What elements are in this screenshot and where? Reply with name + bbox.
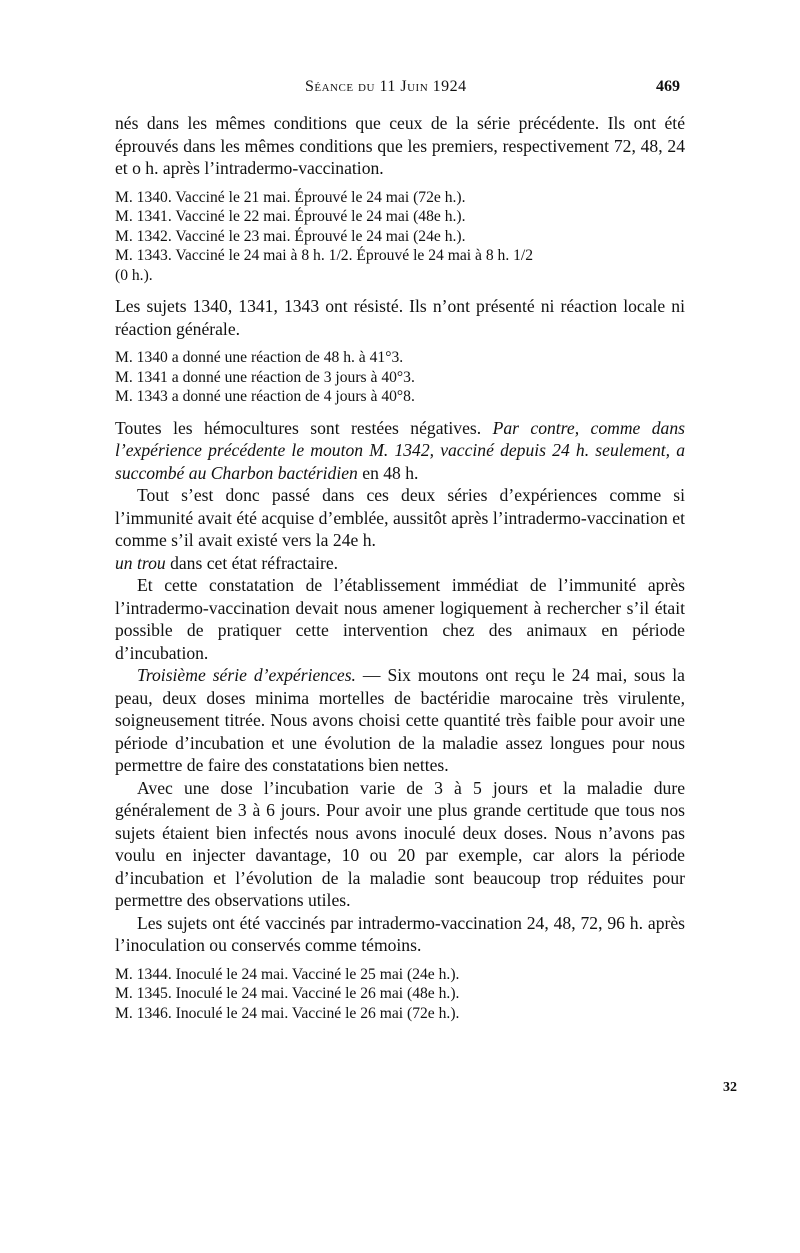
hemoculture-paragraph bbox=[115, 417, 685, 485]
page-header bbox=[115, 70, 685, 102]
list-item: M. 1340. Vacciné le 21 mai. Éprouvé le 24 mai (72e h.). bbox=[115, 188, 466, 206]
immunity-paragraph bbox=[115, 484, 685, 574]
text-run: dans cet état réfractaire. bbox=[165, 552, 339, 573]
list-item: M. 1341 a donné une réaction de 3 jours à 40°3. bbox=[115, 368, 415, 386]
intro-paragraph: nés dans les mêmes conditions que ceux de la série précédente. Ils ont été éprouvés dans les mêmes conditions que les premiers, respectivement 72, 48, 24 et o h. après l’intradermo-vaccination. bbox=[115, 113, 685, 178]
italic-heading-run: Troisième série d’expériences. bbox=[137, 665, 356, 685]
text-run: — Six moutons ont reçu le 24 mai, sous la peau, deux doses minima mortelles de bactéridie marocaine très virulente, soigneusement titrée. Nous avons choisi cette quantité très faible pour avoir une période d’incubation et une évolution de la maladie assez longues pour nous permettre de faire des constatations bien nettes. bbox=[115, 665, 685, 775]
list-item: (0 h.). bbox=[115, 266, 153, 284]
list-item: M. 1344. Inoculé le 24 mai. Vacciné le 25 mai (24e h.). bbox=[115, 965, 460, 983]
document-page bbox=[115, 70, 685, 1033]
list-item: M. 1343. Vacciné le 24 mai à 8 h. 1/2. Éprouvé le 24 mai à 8 h. 1/2 bbox=[115, 247, 534, 264]
running-title: Séance du 11 Juin 1924 bbox=[305, 78, 467, 95]
result-paragraph: Les sujets 1340, 1341, 1343 ont résisté. Ils n’ont présenté ni réaction locale ni réaction générale. bbox=[115, 296, 685, 339]
text-run: Toutes les hémocultures sont restées négatives. bbox=[115, 417, 493, 438]
text-run: en 48 h. bbox=[357, 462, 419, 483]
text-run: Tout s’est donc passé dans ces deux séries d’expériences comme si l’immunité avait été acquise d’emblée, aussitôt après l’intradermo-vaccination et comme s’il avait existé vers la 24e h. bbox=[115, 485, 685, 550]
list-item: M. 1340 a donné une réaction de 48 h. à 41°3. bbox=[115, 349, 404, 366]
list-item: M. 1342. Vacciné le 23 mai. Éprouvé le 24 mai (24e h.). bbox=[115, 227, 466, 245]
italic-text-run: Par contre, comme dans l’expérience précédente le mouton M. 1342, vacciné depuis 24 h. seulement, a succombé au Charbon bactéridien bbox=[115, 417, 686, 483]
page-number: 469 bbox=[656, 78, 680, 95]
italic-text-run: un trou bbox=[115, 552, 166, 573]
dose-paragraph: Avec une dose l’incubation varie de 3 à 5 jours et la maladie dure généralement de 3 à 6 jours. Pour avoir une plus grande certitude que tous nos sujets étaient bien infectés nous avons inoculé deux doses. Nous n’avons pas voulu en injecter davantage, 10 ou 20 par exemple, car alors la période d’incubation et l’évolution de la maladie sont beaucoup trop réduites pour permettre des observations utiles. bbox=[115, 777, 685, 910]
constatation-paragraph: Et cette constatation de l’établissement immédiat de l’immunité après l’intradermo-vaccination devait nous amener logiquement à rechercher s’il était possible de pratiquer cette intervention chez des animaux en période d’incubation. bbox=[115, 575, 685, 663]
list-item: M. 1343 a donné une réaction de 4 jours à 40°8. bbox=[115, 388, 415, 405]
inoculation-list bbox=[115, 965, 685, 1024]
first-vaccination-list bbox=[115, 188, 685, 286]
list-item: M. 1341. Vacciné le 22 mai. Éprouvé le 24 mai (48e h.). bbox=[115, 208, 466, 225]
reaction-list bbox=[115, 348, 685, 407]
signature-number: 32 bbox=[723, 1080, 737, 1095]
third-series-paragraph bbox=[115, 664, 685, 777]
list-item: M. 1345. Inoculé le 24 mai. Vacciné le 26 mai (48e h.). bbox=[115, 985, 460, 1002]
vaccination-paragraph: Les sujets ont été vaccinés par intradermo-vaccination 24, 48, 72, 96 h. après l’inoculation ou conservés comme témoins. bbox=[115, 912, 685, 955]
list-item: M. 1346. Inoculé le 24 mai. Vacciné le 26 mai (72e h.). bbox=[115, 1004, 460, 1022]
